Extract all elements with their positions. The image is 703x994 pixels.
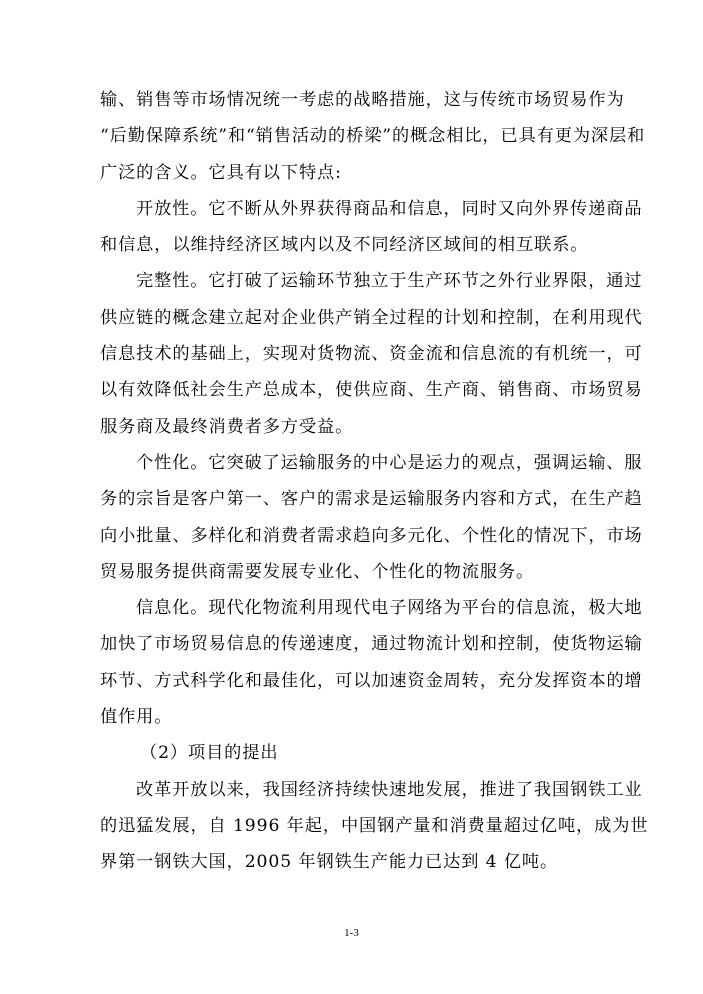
paragraph-openness-start: 开放性。它不断从外界获得商品和信息，同时又向外界传递商品 xyxy=(136,198,643,219)
text-line: 以有效降低社会生产总成本，使供应商、生产商、销售商、市场贸易 xyxy=(100,380,643,401)
text-line: 服务商及最终消费者多方受益。 xyxy=(100,416,354,437)
text-line: 加快了市场贸易信息的传递速度，通过物流计划和控制，使货物运输 xyxy=(100,634,643,655)
text-line: 向小批量、多样化和消费者需求趋向多元化、个性化的情况下，市场 xyxy=(100,525,643,546)
text-line: 界第一钢铁大国，2005 年钢铁生产能力已达到 4 亿吨。 xyxy=(100,852,559,873)
text-line: 值作用。 xyxy=(100,707,173,728)
paragraph-personalization-start: 个性化。它突破了运输服务的中心是运力的观点，强调运输、服 xyxy=(136,452,643,473)
text-line: 环节、方式科学化和最佳化，可以加速资金周转，充分发挥资本的增 xyxy=(100,670,643,691)
text-line: 的迅猛发展，自 1996 年起，中国钢产量和消费量超过亿吨，成为世 xyxy=(100,815,649,836)
paragraph-project-start: 改革开放以来，我国经济持续快速地发展，推进了我国钢铁工业 xyxy=(136,779,643,800)
text-line: 和信息，以维持经济区域内以及不同经济区域间的相互联系。 xyxy=(100,235,589,256)
text-line: 供应链的概念建立起对企业供产销全过程的计划和控制，在利用现代 xyxy=(100,307,643,328)
paragraph-informatization-start: 信息化。现代化物流利用现代电子网络为平台的信息流，极大地 xyxy=(136,598,643,619)
text-line: 务的宗旨是客户第一、客户的需求是运输服务内容和方式，在生产趋 xyxy=(100,489,643,510)
text-line: 广泛的含义。它具有以下特点: xyxy=(100,162,342,183)
body-text xyxy=(100,82,649,881)
text-line: 信息技术的基础上，实现对货物流、资金流和信息流的有机统一，可 xyxy=(100,344,643,365)
paragraph-integrity-start: 完整性。它打破了运输环节独立于生产环节之外行业界限，通过 xyxy=(136,271,643,292)
text-line: 贸易服务提供商需要发展专业化、个性化的物流服务。 xyxy=(100,561,535,582)
text-line: 输、销售等市场情况统一考虑的战略措施，这与传统市场贸易作为 xyxy=(100,90,625,110)
text-line: “后勤保障系统”和“销售活动的桥梁”的概念相比，已具有更为深层和 xyxy=(100,126,646,147)
section-heading: （2）项目的提出 xyxy=(140,743,279,764)
page-number: 1-3 xyxy=(344,927,359,939)
